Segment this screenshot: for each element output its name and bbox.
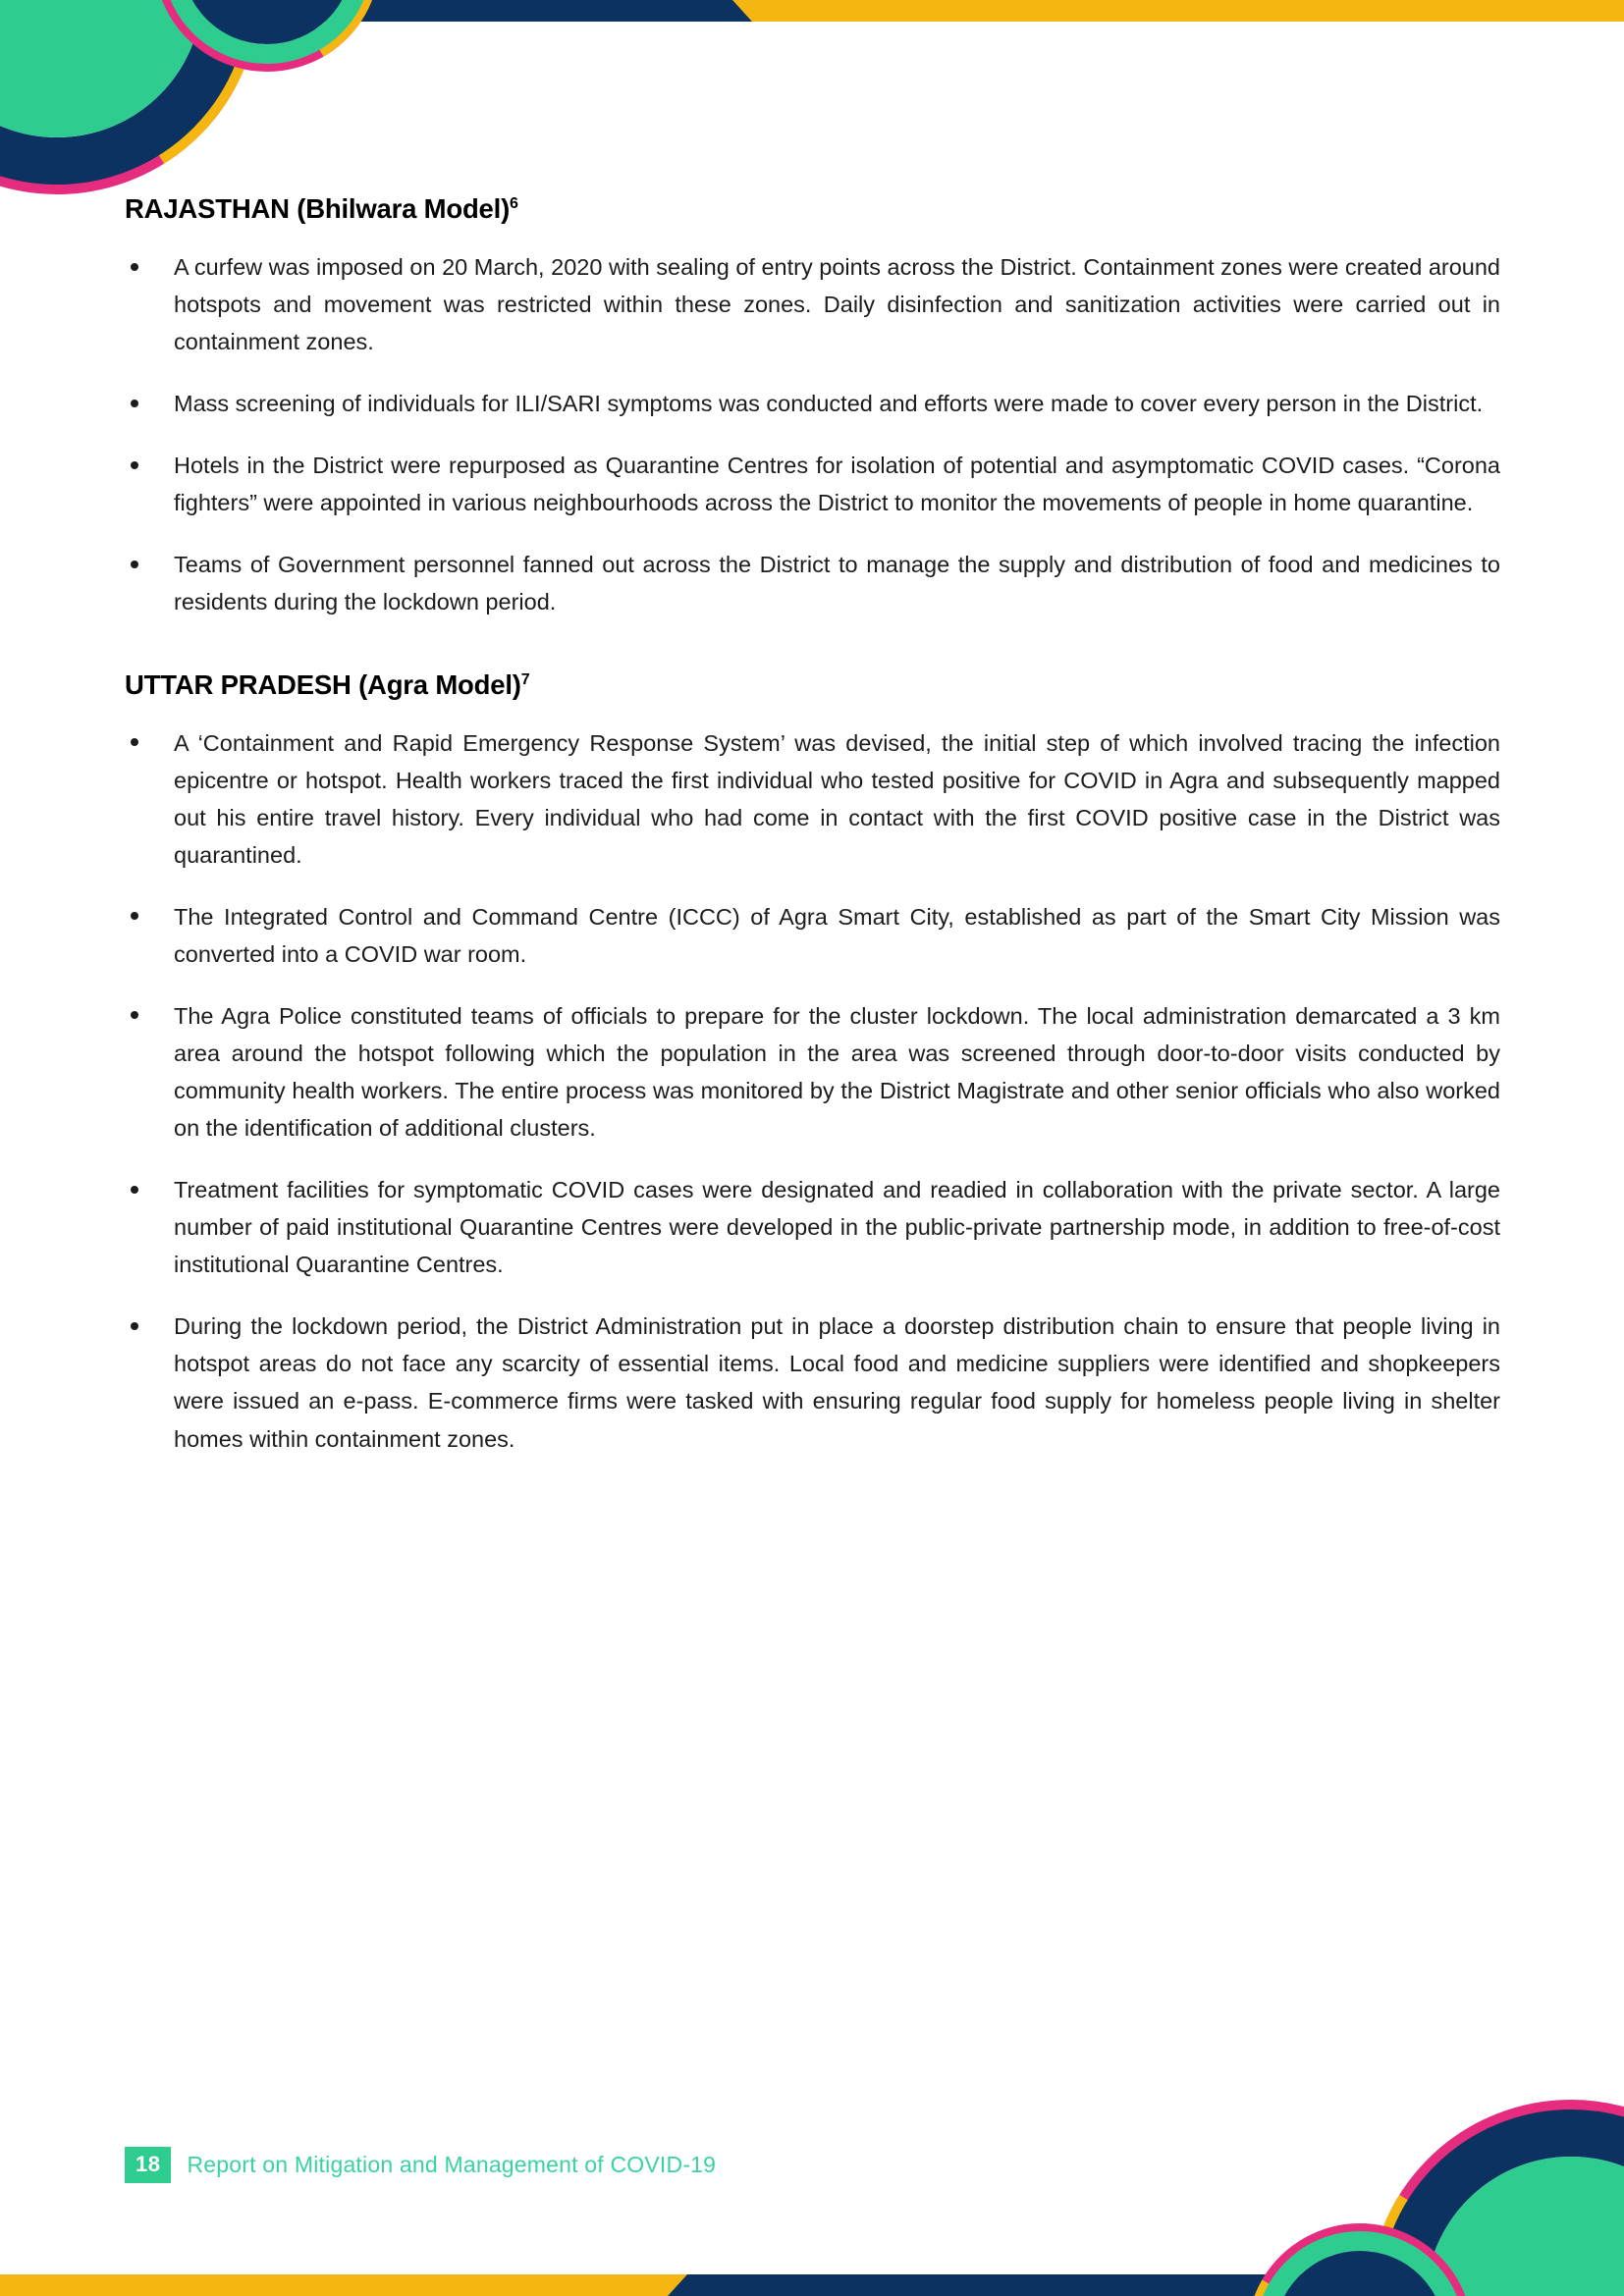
bullet-dot-icon	[131, 912, 138, 920]
footnote-marker: 7	[520, 670, 530, 688]
list-item	[125, 997, 1500, 1147]
section-heading-uttar-pradesh	[125, 668, 1500, 701]
list-item	[125, 1308, 1500, 1457]
footnote-marker: 6	[510, 194, 518, 212]
bullet-dot-icon	[131, 1186, 138, 1194]
bullet-dot-icon	[131, 738, 138, 746]
list-item-text: Teams of Government personnel fanned out across the District to manage the supply and distribution of food and medicines to residents during the lockdown period.	[174, 552, 1500, 615]
list-item	[125, 898, 1500, 973]
bullet-dot-icon	[131, 1322, 138, 1330]
bullet-list-uttar-pradesh	[125, 724, 1500, 1458]
bullet-dot-icon	[131, 561, 138, 568]
list-item-text: During the lockdown period, the District Administration put in place a doorstep distribution chain to ensure that people living in hotspot areas do not face any scarcity of essential items. Local food and medicine suppliers were identified and shopkeepers were issued an e-pass. E-commerce firms were tasked with ensuring regular food supply for homeless people living in shelter homes within containment zones.	[174, 1313, 1500, 1452]
section-heading-text: RAJASTHAN (Bhilwara Model)	[125, 193, 511, 224]
bullet-dot-icon	[131, 400, 138, 407]
section-heading-rajasthan	[125, 192, 1500, 225]
list-item-text: Treatment facilities for symptomatic COVID cases were designated and readied in collaboration with the private sector. A large number of paid institutional Quarantine Centres were developed in the public-private partnership mode, in addition to free-of-cost institutional Quarantine Centres.	[174, 1177, 1500, 1278]
footer-title: Report on Mitigation and Management of COVID-19	[187, 2151, 717, 2177]
list-item	[125, 1171, 1500, 1283]
bullet-dot-icon	[131, 461, 138, 469]
list-item	[125, 546, 1500, 620]
list-item	[125, 447, 1500, 521]
content-column	[125, 192, 1500, 1458]
page-number-badge: 18	[125, 2147, 171, 2183]
list-item-text: A ‘Containment and Rapid Emergency Response System’ was devised, the initial step of which involved tracing the infection epicentre or hotspot. Health workers traced the first individual who tested positive for COVID in Agra and subsequently mapped out his entire travel history. Every individual who had come in contact with the first COVID positive case in the District was quarantined.	[174, 729, 1500, 868]
list-item-text: The Integrated Control and Command Centre (ICCC) of Agra Smart City, established as part of the Smart City Mission was converted into a COVID war room.	[174, 903, 1500, 967]
list-item-text: A curfew was imposed on 20 March, 2020 with sealing of entry points across the District. Containment zones were created around hotspots and movement was restricted within these zones. Daily disinfection and sanitization activities were carried out in containment zones.	[174, 254, 1500, 355]
list-item-text: Hotels in the District were repurposed as Quarantine Centres for isolation of potential and asymptomatic COVID cases. “Corona fighters” were appointed in various neighbourhoods across the District to monitor the movements of people in home quarantine.	[174, 453, 1500, 516]
list-item-text: The Agra Police constituted teams of officials to prepare for the cluster lockdown. The local administration demarcated a 3 km area around the hotspot following which the population in the area was screened through door-to-door visits conducted by community health workers. The entire process was monitored by the District Magistrate and other senior officials who also worked on the identification of additional clusters.	[174, 1002, 1500, 1142]
bullet-dot-icon	[131, 263, 138, 271]
section-heading-text: UTTAR PRADESH (Agra Model)	[125, 668, 521, 700]
bullet-dot-icon	[131, 1011, 138, 1019]
list-item	[125, 248, 1500, 360]
list-item	[125, 724, 1500, 874]
page-footer	[125, 2148, 716, 2181]
bullet-list-rajasthan	[125, 248, 1500, 621]
list-item-text: Mass screening of individuals for ILI/SARI symptoms was conducted and efforts were made to cover every person in the District.	[174, 391, 1484, 417]
list-item	[125, 385, 1500, 422]
